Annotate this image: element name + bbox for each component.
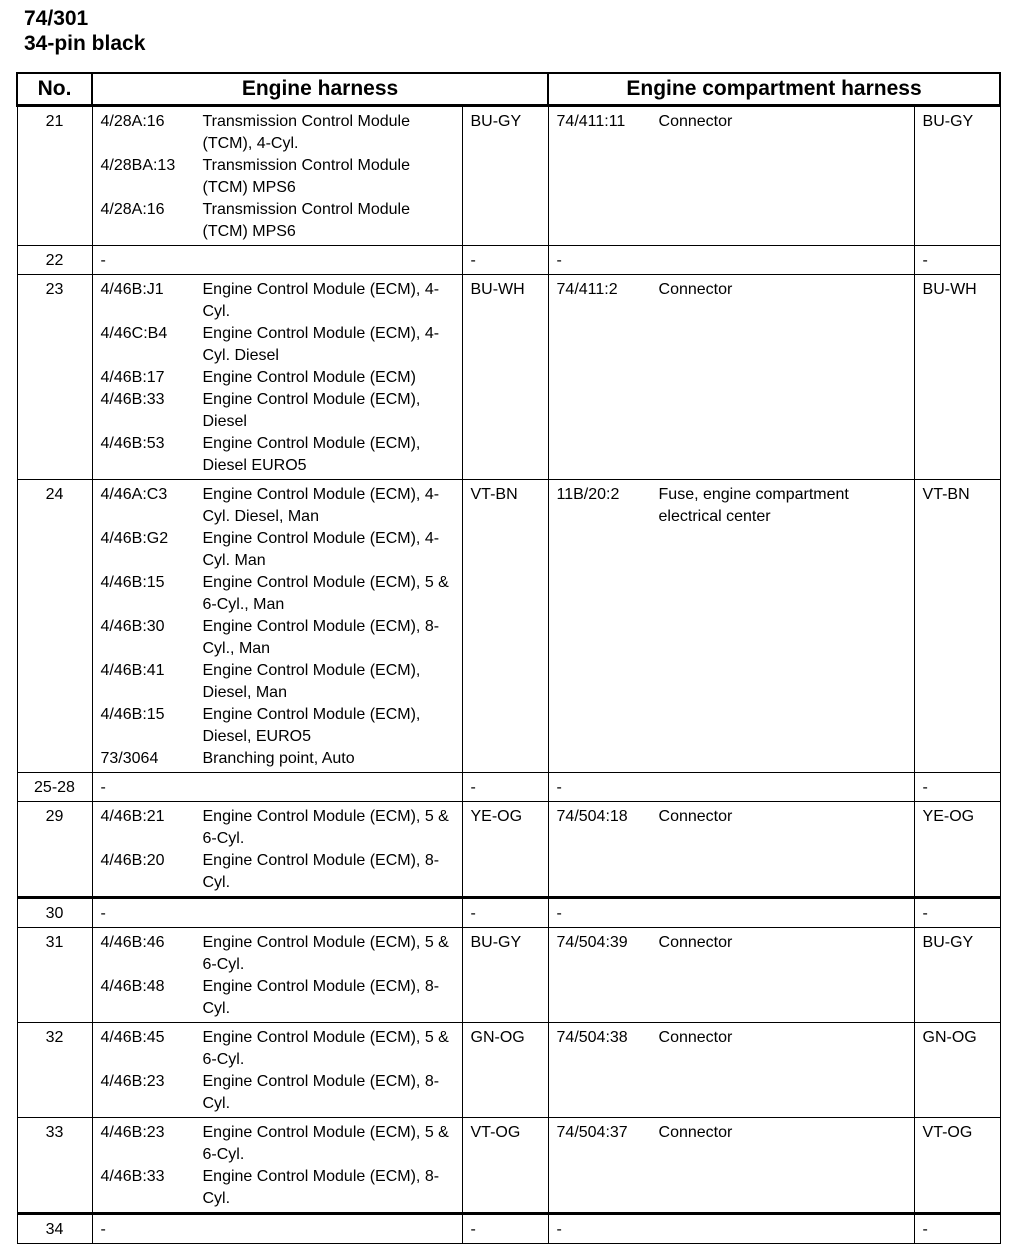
compartment-entry xyxy=(557,1027,906,1049)
engine-entry xyxy=(101,433,454,477)
compartment-entry xyxy=(557,279,906,301)
compartment-wire-color: - xyxy=(914,246,1000,275)
pin-number: 25-28 xyxy=(17,773,92,802)
engine-terminal-code: 4/46B:23 xyxy=(100,1073,165,1090)
engine-entry xyxy=(101,903,454,925)
table-row xyxy=(17,275,1000,480)
engine-component-description: Engine Control Module (ECM), 5 & 6-Cyl. xyxy=(202,1029,449,1068)
engine-entry xyxy=(101,976,454,1020)
engine-entry xyxy=(101,1219,454,1241)
engine-terminal-code: 4/46B:33 xyxy=(100,1168,165,1185)
engine-terminal-code: 4/46B:30 xyxy=(100,618,165,635)
engine-harness-cell xyxy=(92,1118,462,1214)
compartment-terminal-code: - xyxy=(556,905,562,922)
engine-terminal-code: 4/46B:48 xyxy=(100,978,165,995)
engine-entry xyxy=(101,111,454,155)
table-row xyxy=(17,928,1000,1023)
compartment-wire-color: - xyxy=(914,898,1000,928)
engine-harness-cell xyxy=(92,106,462,246)
compartment-terminal-code: - xyxy=(556,252,562,269)
engine-component-description: Engine Control Module (ECM), 8-Cyl. xyxy=(202,1168,440,1207)
engine-component-description: Engine Control Module (ECM), Diesel, EURO5 xyxy=(202,706,421,745)
engine-terminal-code: 4/46B:23 xyxy=(100,1124,165,1141)
engine-component-description xyxy=(203,250,454,272)
engine-component-description xyxy=(203,903,454,925)
engine-component-description: Engine Control Module (ECM), 5 & 6-Cyl. xyxy=(202,808,449,847)
engine-entry xyxy=(101,1166,454,1210)
compartment-terminal-code: 74/411:2 xyxy=(556,281,618,298)
engine-harness-cell xyxy=(92,802,462,898)
engine-entry xyxy=(101,484,454,528)
compartment-entry xyxy=(557,1122,906,1144)
engine-terminal-code: - xyxy=(100,779,106,796)
table-row xyxy=(17,1214,1000,1244)
engine-entry xyxy=(101,704,454,748)
compartment-component-description: Connector xyxy=(658,808,733,825)
engine-entry xyxy=(101,323,454,367)
engine-entry xyxy=(101,660,454,704)
engine-component-description: Engine Control Module (ECM), 4-Cyl. Diesel xyxy=(202,325,440,364)
compartment-component-description xyxy=(659,1219,906,1241)
engine-component-description: Engine Control Module (ECM), Diesel EURO5 xyxy=(202,435,421,474)
engine-component-description: Engine Control Module (ECM), 4-Cyl. xyxy=(202,281,440,320)
engine-component-description: Engine Control Module (ECM), Diesel, Man xyxy=(202,662,421,701)
table-row xyxy=(17,898,1000,928)
engine-component-description: Engine Control Module (ECM), 8-Cyl. xyxy=(202,1073,440,1112)
engine-wire-color: VT-BN xyxy=(462,480,548,773)
engine-wire-color: VT-OG xyxy=(462,1118,548,1214)
engine-entry xyxy=(101,279,454,323)
engine-component-description: Engine Control Module (ECM), 5 & 6-Cyl. xyxy=(202,1124,449,1163)
engine-terminal-code: 4/46B:46 xyxy=(100,934,165,951)
compartment-terminal-code: 74/504:38 xyxy=(556,1029,628,1046)
compartment-component-description: Connector xyxy=(658,281,733,298)
engine-terminal-code: 4/28BA:13 xyxy=(100,157,176,174)
table-row xyxy=(17,246,1000,275)
engine-wire-color: - xyxy=(462,898,548,928)
compartment-wire-color: BU-WH xyxy=(914,275,1000,480)
compartment-harness-cell xyxy=(548,1118,914,1214)
engine-terminal-code: 4/46B:53 xyxy=(100,435,165,452)
compartment-terminal-code: - xyxy=(556,779,562,796)
compartment-entry xyxy=(557,932,906,954)
compartment-wire-color: YE-OG xyxy=(914,802,1000,898)
pin-number: 24 xyxy=(17,480,92,773)
compartment-component-description: Connector xyxy=(658,1029,733,1046)
engine-terminal-code: 4/46B:33 xyxy=(100,391,165,408)
compartment-harness-cell xyxy=(548,1023,914,1118)
pin-number: 22 xyxy=(17,246,92,275)
engine-entry xyxy=(101,250,454,272)
table-row xyxy=(17,1118,1000,1214)
compartment-component-description: Fuse, engine compartment electrical center xyxy=(658,486,849,525)
compartment-harness-cell xyxy=(548,802,914,898)
pin-number: 31 xyxy=(17,928,92,1023)
engine-component-description: Engine Control Module (ECM), 8-Cyl. xyxy=(202,978,440,1017)
engine-entry xyxy=(101,932,454,976)
engine-harness-cell xyxy=(92,1023,462,1118)
engine-terminal-code: 4/46B:15 xyxy=(100,574,165,591)
engine-component-description: Engine Control Module (ECM), 8-Cyl., Man xyxy=(202,618,440,657)
compartment-terminal-code: 11B/20:2 xyxy=(556,486,620,503)
engine-wire-color: YE-OG xyxy=(462,802,548,898)
connector-id: 74/301 xyxy=(24,7,89,30)
compartment-entry xyxy=(557,1219,906,1241)
engine-harness-cell xyxy=(92,928,462,1023)
engine-entry xyxy=(101,367,454,389)
engine-entry xyxy=(101,155,454,199)
table-header-row xyxy=(17,73,1000,106)
engine-terminal-code: - xyxy=(100,905,106,922)
engine-component-description: Transmission Control Module (TCM) MPS6 xyxy=(202,157,410,196)
engine-entry xyxy=(101,748,454,770)
engine-terminal-code: 4/46B:45 xyxy=(100,1029,165,1046)
compartment-wire-color: BU-GY xyxy=(914,106,1000,246)
compartment-entry xyxy=(557,806,906,828)
compartment-harness-cell xyxy=(548,1214,914,1244)
engine-entry xyxy=(101,1071,454,1115)
engine-component-description xyxy=(203,1219,454,1241)
engine-component-description: Transmission Control Module (TCM) MPS6 xyxy=(202,201,410,240)
compartment-component-description xyxy=(659,777,906,799)
compartment-wire-color: - xyxy=(914,773,1000,802)
engine-component-description: Engine Control Module (ECM), 5 & 6-Cyl. xyxy=(202,934,449,973)
header-engine-compartment-harness: Engine compartment harness xyxy=(548,73,1000,106)
engine-entry xyxy=(101,389,454,433)
connector-description: 34-pin black xyxy=(24,32,146,55)
engine-wire-color: - xyxy=(462,773,548,802)
compartment-component-description xyxy=(659,250,906,272)
header-no: No. xyxy=(17,73,92,106)
engine-harness-cell xyxy=(92,275,462,480)
engine-terminal-code: - xyxy=(100,252,106,269)
compartment-entry xyxy=(557,777,906,799)
compartment-entry xyxy=(557,250,906,272)
table-row xyxy=(17,773,1000,802)
engine-entry xyxy=(101,616,454,660)
engine-entry xyxy=(101,528,454,572)
engine-wire-color: BU-WH xyxy=(462,275,548,480)
engine-terminal-code: - xyxy=(100,1221,106,1238)
compartment-component-description: Connector xyxy=(658,934,733,951)
table-row xyxy=(17,802,1000,898)
pin-number: 29 xyxy=(17,802,92,898)
compartment-component-description xyxy=(659,903,906,925)
compartment-harness-cell xyxy=(548,246,914,275)
document-title xyxy=(24,6,145,56)
engine-terminal-code: 4/28A:16 xyxy=(100,201,165,218)
pin-number: 33 xyxy=(17,1118,92,1214)
engine-terminal-code: 4/46C:B4 xyxy=(100,325,168,342)
compartment-wire-color: - xyxy=(914,1214,1000,1244)
table-row xyxy=(17,1023,1000,1118)
compartment-wire-color: BU-GY xyxy=(914,928,1000,1023)
pin-table xyxy=(16,72,1001,1244)
compartment-terminal-code: - xyxy=(556,1221,562,1238)
engine-terminal-code: 4/28A:16 xyxy=(100,113,165,130)
engine-terminal-code: 4/46B:G2 xyxy=(100,530,169,547)
engine-wire-color: BU-GY xyxy=(462,106,548,246)
compartment-harness-cell xyxy=(548,480,914,773)
engine-wire-color: GN-OG xyxy=(462,1023,548,1118)
engine-component-description: Branching point, Auto xyxy=(202,750,355,767)
engine-wire-color: - xyxy=(462,1214,548,1244)
compartment-entry xyxy=(557,111,906,133)
engine-component-description: Transmission Control Module (TCM), 4-Cyl. xyxy=(202,113,410,152)
engine-terminal-code: 4/46A:C3 xyxy=(100,486,168,503)
engine-terminal-code: 4/46B:J1 xyxy=(100,281,164,298)
engine-component-description: Engine Control Module (ECM), 4-Cyl. Man xyxy=(202,530,440,569)
pin-number: 34 xyxy=(17,1214,92,1244)
engine-component-description: Engine Control Module (ECM), 5 & 6-Cyl., Man xyxy=(202,574,449,613)
compartment-terminal-code: 74/504:18 xyxy=(556,808,628,825)
engine-harness-cell xyxy=(92,480,462,773)
engine-terminal-code: 73/3064 xyxy=(100,750,159,767)
compartment-harness-cell xyxy=(548,773,914,802)
engine-component-description: Engine Control Module (ECM), 8-Cyl. xyxy=(202,852,440,891)
engine-harness-cell xyxy=(92,1214,462,1244)
engine-entry xyxy=(101,572,454,616)
engine-terminal-code: 4/46B:41 xyxy=(100,662,165,679)
compartment-entry xyxy=(557,903,906,925)
engine-component-description: Engine Control Module (ECM) xyxy=(202,369,416,386)
compartment-harness-cell xyxy=(548,898,914,928)
engine-entry xyxy=(101,199,454,243)
engine-wire-color: - xyxy=(462,246,548,275)
engine-component-description: Engine Control Module (ECM), Diesel xyxy=(202,391,421,430)
compartment-harness-cell xyxy=(548,928,914,1023)
engine-entry xyxy=(101,777,454,799)
compartment-component-description: Connector xyxy=(658,113,733,130)
engine-wire-color: BU-GY xyxy=(462,928,548,1023)
compartment-wire-color: VT-BN xyxy=(914,480,1000,773)
engine-terminal-code: 4/46B:21 xyxy=(100,808,165,825)
engine-component-description xyxy=(203,777,454,799)
table-row xyxy=(17,106,1000,246)
table-row xyxy=(17,480,1000,773)
header-engine-harness: Engine harness xyxy=(92,73,548,106)
compartment-terminal-code: 74/504:39 xyxy=(556,934,628,951)
engine-entry xyxy=(101,1122,454,1166)
compartment-terminal-code: 74/504:37 xyxy=(556,1124,628,1141)
engine-terminal-code: 4/46B:20 xyxy=(100,852,165,869)
pin-number: 30 xyxy=(17,898,92,928)
engine-harness-cell xyxy=(92,773,462,802)
compartment-harness-cell xyxy=(548,275,914,480)
pin-number: 23 xyxy=(17,275,92,480)
engine-harness-cell xyxy=(92,246,462,275)
engine-entry xyxy=(101,806,454,850)
compartment-component-description: Connector xyxy=(658,1124,733,1141)
engine-harness-cell xyxy=(92,898,462,928)
table-body xyxy=(17,106,1000,1244)
compartment-terminal-code: 74/411:11 xyxy=(556,113,626,130)
pin-number: 21 xyxy=(17,106,92,246)
engine-entry xyxy=(101,850,454,894)
compartment-harness-cell xyxy=(548,106,914,246)
engine-terminal-code: 4/46B:17 xyxy=(100,369,165,386)
compartment-wire-color: GN-OG xyxy=(914,1023,1000,1118)
pin-number: 32 xyxy=(17,1023,92,1118)
compartment-wire-color: VT-OG xyxy=(914,1118,1000,1214)
engine-terminal-code: 4/46B:15 xyxy=(100,706,165,723)
engine-component-description: Engine Control Module (ECM), 4-Cyl. Diesel, Man xyxy=(202,486,440,525)
engine-entry xyxy=(101,1027,454,1071)
compartment-entry xyxy=(557,484,906,528)
